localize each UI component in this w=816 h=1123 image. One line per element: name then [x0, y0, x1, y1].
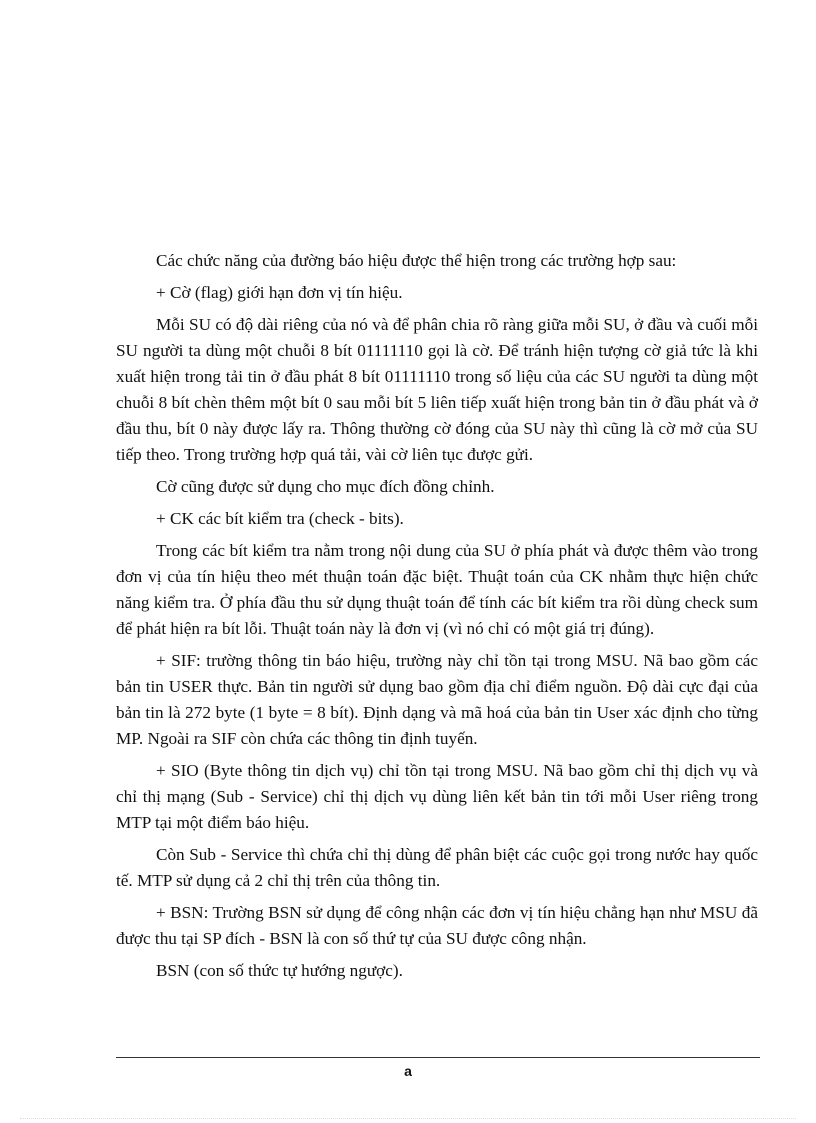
paragraph-flag-description: Mỗi SU có độ dài riêng của nó và để phân chia rõ ràng giữa mỗi SU, ở đầu và cuối mỗi SU người ta dùng một chuỗi 8 bít 01111110 gọi là cờ. Để tránh hiện tượng cờ giả tức là khi xuất hiện trong tải tin ở đầu phát 8 bít 01111110 trong số liệu của các SU người ta dùng một chuỗi 8 bít chèn thêm một bít 0 sau mỗi bít 5 liên tiếp xuất hiện trong bản tin ở đầu phát và ở đầu thu, bít 0 này được lấy ra. Thông thường cờ đóng của SU này thì cũng là cờ mở của SU tiếp theo. Trong trường hợp quá tải, vài cờ liên tục được gửi. — [116, 315, 758, 464]
document-body — [116, 248, 758, 990]
paragraph-bsn-note: BSN (con số thức tự hướng ngược). — [156, 961, 403, 980]
paragraph-ck-heading: + CK các bít kiểm tra (check - bits). — [156, 509, 404, 528]
paragraph-intro: Các chức năng của đường báo hiệu được thể hiện trong các trường hợp sau: — [156, 251, 677, 270]
paragraph-ck-description: Trong các bít kiểm tra nằm trong nội dung của SU ở phía phát và được thêm vào trong đơn vị của tín hiệu theo mét thuận toán đặc biệt. Thuật toán của CK nhằm thực hiện chức năng kiểm tra. Ở phía đầu thu sử dụng thuật toán để tính các bít kiểm tra rồi dùng check sum để phát hiện ra bít lỗi. Thuật toán này là đơn vị (vì nó chỉ có một giá trị đúng). — [116, 541, 758, 638]
footer-divider — [116, 1057, 760, 1058]
paragraph-flag-alignment: Cờ cũng được sử dụng cho mục đích đồng chỉnh. — [156, 477, 495, 496]
page-number: a — [404, 1063, 412, 1079]
paragraph-sub-service: Còn Sub - Service thì chứa chỉ thị dùng để phân biệt các cuộc gọi trong nước hay quốc tế. MTP sử dụng cả 2 chỉ thị trên của thông tin. — [116, 845, 758, 890]
paragraph-sio: + SIO (Byte thông tin dịch vụ) chỉ tồn tại trong MSU. Nã bao gồm chỉ thị dịch vụ và chỉ thị mạng (Sub - Service) chỉ thị dịch vụ dùng liên kết bản tin tới mỗi User riêng trong MTP tại một điểm báo hiệu. — [116, 761, 758, 832]
paragraph-flag-heading: + Cờ (flag) giới hạn đơn vị tín hiệu. — [156, 283, 403, 302]
paragraph-bsn: + BSN: Trường BSN sử dụng để công nhận các đơn vị tín hiệu chẳng hạn như MSU đã được thu tại SP đích - BSN là con số thứ tự của SU được công nhận. — [116, 903, 758, 948]
paragraph-sif: + SIF: trường thông tin báo hiệu, trường này chỉ tồn tại trong MSU. Nã bao gồm các bản tin USER thực. Bản tin người sử dụng bao gồm địa chỉ điểm nguồn. Độ dài cực đại của bản tin là 272 byte (1 byte = 8 bít). Định dạng và mã hoá của bản tin User xác định cho từng MP. Ngoài ra SIF còn chứa các thông tin định tuyến. — [116, 651, 758, 748]
page-bottom-dotted-line — [20, 1118, 796, 1119]
